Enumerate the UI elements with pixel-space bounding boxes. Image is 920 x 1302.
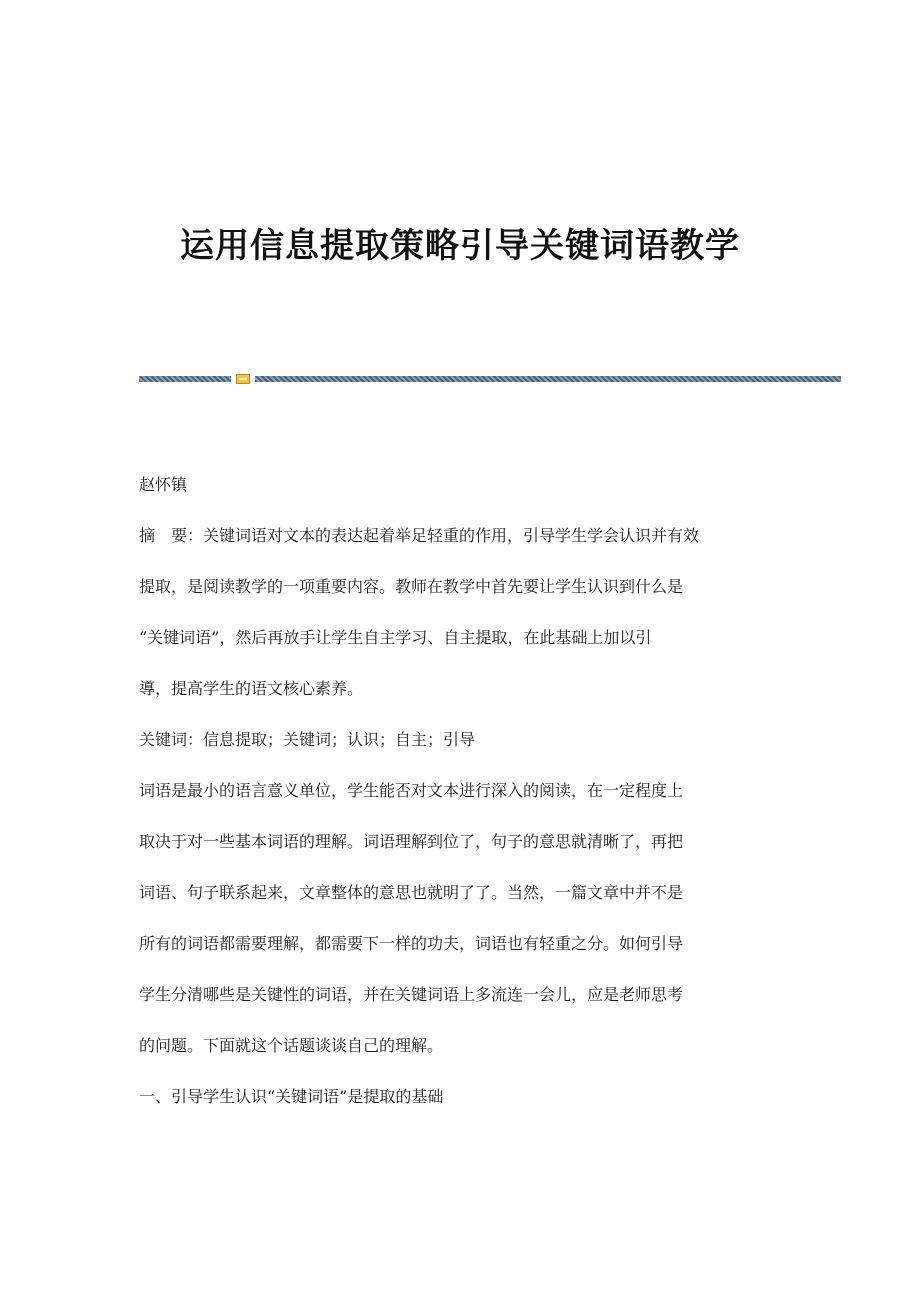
abstract-line: 提取，是阅读教学的一项重要内容。教师在教学中首先要让学生认识到什么是 (139, 577, 684, 596)
intro-paragraph (139, 773, 789, 1063)
document-body (139, 467, 789, 1114)
abstract-line: 摘 要：关键词语对文本的表达起着举足轻重的作用，引导学生学会认识并有效 (139, 526, 700, 545)
abstract-line: “关键词语”，然后再放手让学生自主学习、自主提取，在此基础上加以引 (139, 628, 652, 647)
intro-line: 所有的词语都需要理解，都需要下一样的功夫，词语也有轻重之分。如何引导 (139, 934, 684, 953)
intro-line: 词语、句子联系起来，文章整体的意思也就明了了。当然，一篇文章中并不是 (139, 883, 684, 902)
title-divider (139, 374, 841, 384)
intro-line: 的问题。下面就这个话题谈谈自己的理解。 (139, 1036, 444, 1055)
intro-line: 取决于对一些基本词语的理解。词语理解到位了，句子的意思就清晰了，再把 (139, 832, 684, 851)
document-title: 运用信息提取策略引导关键词语教学 (180, 226, 740, 266)
abstract-line: 導，提高学生的语文核心素养。 (139, 679, 364, 698)
intro-line: 词语是最小的语言意义单位，学生能否对文本进行深入的阅读，在一定程度上 (139, 781, 684, 800)
author-name: 赵怀镇 (139, 475, 188, 494)
intro-line: 学生分清哪些是关键性的词语，并在关键词语上多流连一会儿，应是老师思考 (139, 985, 684, 1004)
divider-bar-left (139, 376, 231, 382)
divider-bar-right (255, 376, 841, 382)
abstract-paragraph (139, 518, 789, 706)
divider-emblem-icon (236, 374, 250, 384)
keywords-line: 关键词：信息提取；关键词；认识；自主；引导 (139, 730, 476, 749)
section-heading: 一、引导学生认识“关键词语”是提取的基础 (139, 1087, 444, 1106)
